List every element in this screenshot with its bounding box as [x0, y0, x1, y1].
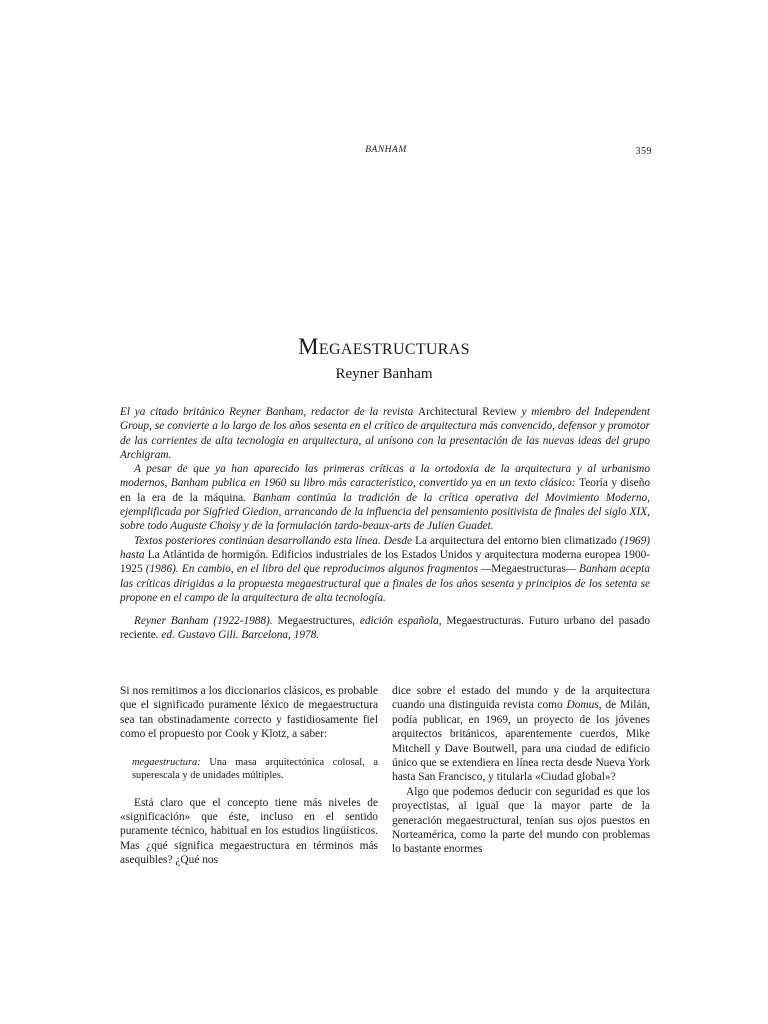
intro-p3-text-b: (1969) hasta [120, 534, 650, 561]
citation-author: Reyner Banham (1922-1988). [134, 615, 278, 627]
article-author: Reyner Banham [335, 366, 433, 382]
citation-title-es: Megaestructuras. Futuro urbano del pasado reciente [120, 615, 650, 642]
definition-quote [132, 756, 378, 782]
intro-p2-book: Teoría y diseño en la era de la máquina [120, 477, 650, 504]
intro-paragraph-3 [120, 534, 650, 605]
right-p1-text-a: dice sobre el estado del mundo y de la arquitectura cuando una distinguida revista como [392, 685, 650, 712]
intro-p1-journal: Architectural Review [418, 406, 517, 418]
body-paragraph: Si nos remitimos a los diccionarios clásicos, es probable que el significado puramente léxico de megaestructura sea tan obstinadamente correcto y fastidiosamente fiel como el propuesto por Cook y Klotz, a saber: [120, 685, 378, 741]
citation-publisher: . ed. Gustavo Gili. Barcelona, 1978. [155, 629, 320, 642]
body-paragraph [392, 684, 650, 785]
running-head [120, 145, 652, 159]
running-title: BANHAM [365, 145, 407, 155]
intro-p1-text-a: El ya citado británico Reyner Banham, redactor de la revista [120, 406, 419, 418]
body-paragraph: Algo que podemos deducir con seguridad es que los proyectistas, al igual que la mayor parte de la generación megaestructural, tenían sus ojos puestos en Norteamérica, como la parte del mundo con problemas lo bastante enormes [392, 785, 650, 856]
intro-p2-text-b: . Banham continúa la tradición de la crítica operativa del Movimiento Moderno, ejemplificada por Sigfried Giedion, arrancando de la influencia del pensamiento positivista de finales del siglo XIX, sobre todo Auguste Choisy y de la formulación tardo-beaux-arts de Julien Guadet. [120, 491, 650, 533]
intro-p3-text-d: — Banham acepta las críticas dirigidas a la propuesta megaestructural que a finales de los años sesenta y principios de los setenta se propone en el campo de la arquitectura de alta tecnología. [120, 563, 650, 604]
body-paragraph: Está claro que el concepto tiene más niveles de «significación» que éste, incluso en el sentido puramente técnico, habitual en los estudios lingüísticos. Mas ¿qué significa megaestructura en términos más asequibles? ¿Qué nos [120, 796, 378, 867]
definition-term: megaestructura: [132, 756, 201, 768]
definition-text: Una masa arquitectónica colosal, a superescala y de unidades múltiples. [132, 756, 378, 781]
citation-title: Megaestructures [277, 615, 353, 627]
intro-block [120, 405, 650, 605]
page-number: 359 [635, 146, 652, 157]
citation-edition: , edición española, [352, 615, 447, 627]
intro-p3-book-2: La Atlántida de hormigón. Edificios industriales de los Estados Unidos y arquitectura moderna europea 1900-1925 [120, 548, 651, 576]
intro-p3-text-c: (1986). En cambio, en el libro del que reproducimos algunos fragmentos — [142, 563, 492, 576]
intro-paragraph-2 [120, 462, 650, 533]
right-p1-journal: Domus [566, 699, 599, 712]
intro-p3-book-3: Megaestructuras [491, 563, 566, 576]
intro-p3-text-a: Textos posteriores continúan desarrollando esta línea. Desde [134, 534, 416, 547]
intro-p2-text-a: A pesar de que ya han aparecido las primeras críticas a la ortodoxia de la arquitectura y al urbanismo modernos, Banham publica en 1960 su libro más característico, convertido ya en un texto clásico: [120, 463, 650, 490]
intro-paragraph-1 [120, 405, 650, 462]
source-citation [120, 614, 650, 643]
body-column-left [120, 684, 378, 868]
right-p1-text-b: , de Milán, podía publicar, en 1969, un proyecto de los jóvenes arquitectos británicos, aparentemente cuerdos, Mike Mitchell y Dave Boutwell, para una ciudad de edificio único que se extendiera en línea recta desde Nueva York hasta San Francisco, y titularla «Ciudad global»? [392, 699, 650, 784]
intro-p3-book-1: La arquitectura del entorno bien climatizado [415, 534, 617, 547]
article-title: Megaestructuras [298, 334, 470, 359]
intro-p1-text-b: y miembro del Independent Group, se convierte a lo largo de los años sesenta en el crítico de arquitectura más convencido, defensor y promotor de las corrientes de alta tecnología en arquitectura, al unísono con la presentación de las nuevas ideas del grupo Archigram. [120, 406, 650, 461]
body-column-right [392, 684, 650, 857]
